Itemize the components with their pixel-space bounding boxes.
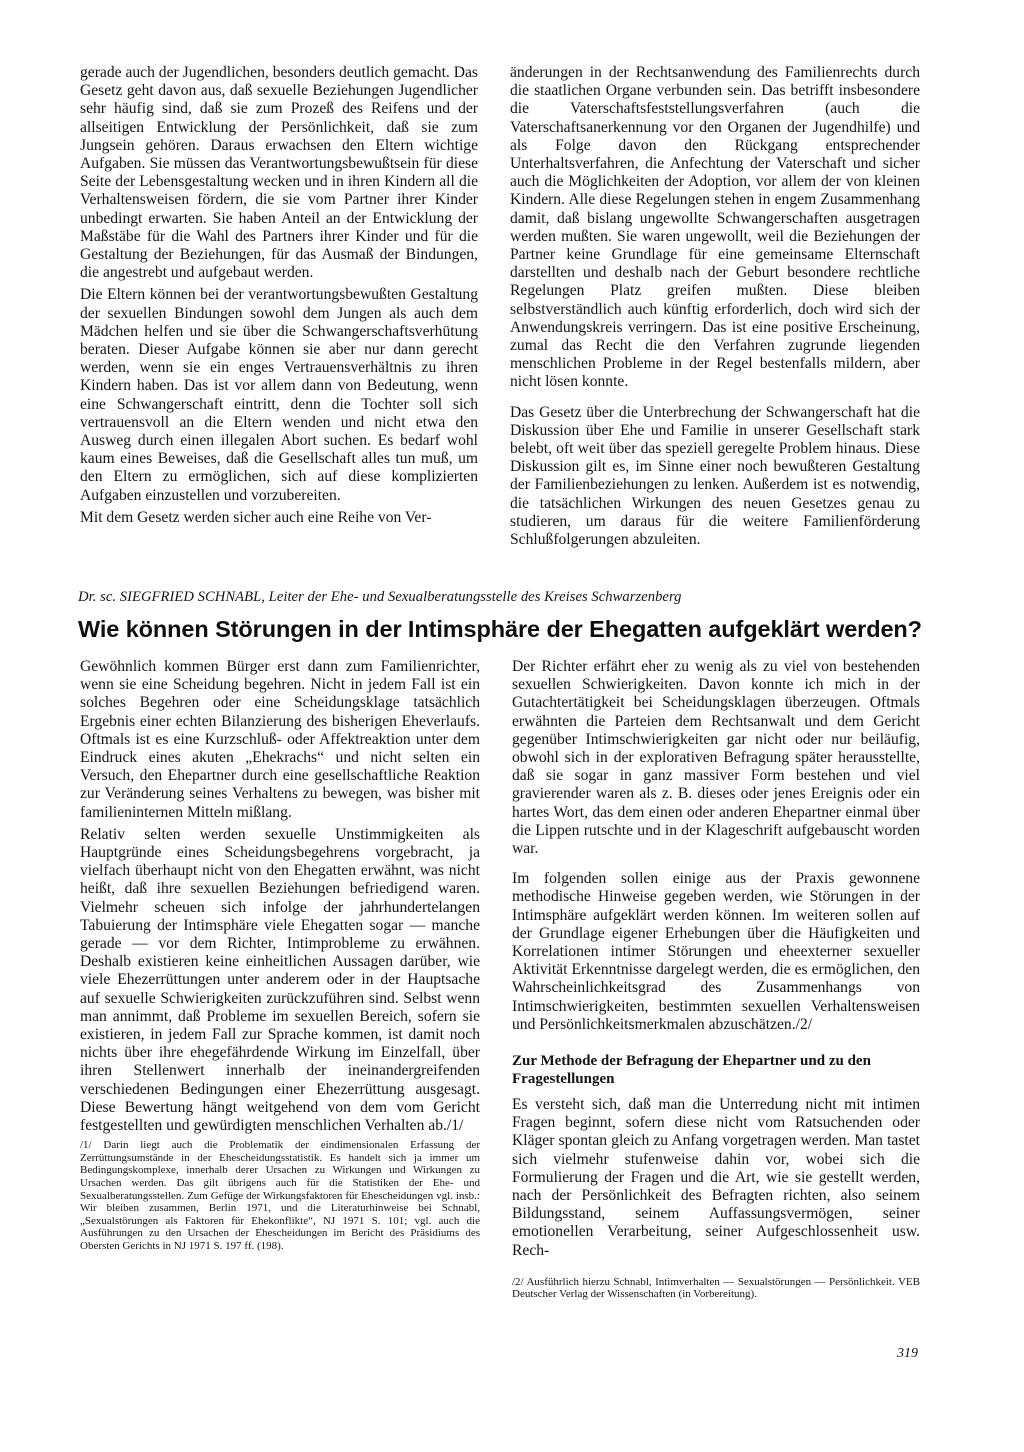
paragraph: gerade auch der Jugendlichen, besonders deutlich gemacht. Das Gesetz geht davon aus, daß sexuelle Beziehungen Jugendlicher sehr häufig sind, daß sie zum Prozeß des Reifens und der allseitigen Entwicklung der Persönlichkeit, daß sie zum Jungsein gehören. Daraus erwachsen den Eltern wichtige Aufgaben. Sie müssen das Verantwortungsbewußtsein für diese Seite der Lebensgestaltung wecken und in ihren Kindern all die Verhaltensweisen fördern, die sie vom Partner ihrer Kinder unbedingt erwarten. Sie haben Anteil an der Entwicklung der Maßstäbe für die Wahl des Partners ihrer Kinder und für die Gestaltung der Beziehungen, für das Ausmaß der Bindungen, die angestrebt und aufgebaut werden.: [80, 64, 478, 282]
upper-left-column: [80, 64, 478, 531]
paragraph: Es versteht sich, daß man die Unterredung nicht mit intimen Fragen beginnt, sofern diese nicht vom Ratsuchenden oder Kläger spontan gleich zu Anfang vorgetragen werden. Man tastet sich vielmehr stufenweise dahin vor, wobei sich die Formulierung der Fragen und die Art, wie sie gestellt werden, nach der Persönlichkeit des Befragten richten, also seinem Bildungsstand, seinem Auffassungsvermögen, seiner emotionellen Verarbeitung, seiner Aufgeschlossenheit usw. Rech-: [512, 1096, 920, 1259]
paragraph: Der Richter erfährt eher zu wenig als zu viel von bestehenden sexuellen Schwierigkeiten. Davon konnte ich mich in der Gutachtertätigkeit bei Scheidungsklagen überzeugen. Oftmals erwähnten die Parteien dem Rechtsanwalt und dem Gericht gegenüber Intimschwierigkeiten gar nicht oder nur beiläufig, obwohl sich in der explorativen Befragung später herausstellte, daß sie sogar in ganz massiver Form bestehen und viel gravierender waren als z. B. dieses oder jenes Ereignis oder ein hartes Wort, das dem einen oder anderen Ehepartner einmal über die Lippen rutschte und in der Klageschrift aufgebauscht worden war.: [512, 658, 920, 858]
article-left-column: [80, 658, 480, 1257]
footnote-2: /2/ Ausführlich hierzu Schnabl, Intimverhalten — Sexualstörungen — Persönlichkeit. VEB Deutscher Verlag der Wissenschaften (in Vorbereitung).: [512, 1275, 920, 1301]
paragraph: Das Gesetz über die Unterbrechung der Schwangerschaft hat die Diskussion über Ehe und Familie in unserer Gesellschaft stark belebt, oft weit über das speziell geregelte Problem hinaus. Diese Diskussion gilt es, im Sinne einer noch bewußteren Gestaltung der Familienbeziehungen zu lenken. Außerdem ist es notwendig, die tatsächlichen Wirkungen des neuen Gesetzes genau zu studieren, um daraus für die weitere Familienförderung Schlußfolgerungen abzuleiten.: [510, 403, 920, 549]
author-byline: Dr. sc. SIEGFRIED SCHNABL, Leiter der Ehe- und Sexualberatungsstelle des Kreises Schwarzenberg: [78, 589, 682, 605]
paragraph: Im folgenden sollen einige aus der Praxis gewonnene methodische Hinweise gegeben werden, wie Störungen in der Intimsphäre aufgeklärt werden können. Im weiteren sollen auf der Grundlage eigener Erhebungen über die Häufigkeiten und Korrelationen intimer Störungen und eheexterner sexueller Aktivität Erkenntnisse dargelegt werden, die es ermöglichen, den Wahrscheinlichkeitsgrad des Zusammenhangs von Intimschwierigkeiten, bestimmten sexuellen Verhaltensweisen und Persönlichkeitsmerkmalen abzuschätzen./2/: [512, 870, 920, 1033]
paragraph: Die Eltern können bei der verantwortungsbewußten Gestaltung der sexuellen Bindungen sowohl dem Jungen als auch dem Mädchen helfen und sie über die Schwangerschaftsverhütung beraten. Dieser Aufgabe können sie aber nur dann gerecht werden, wenn sie ein enges Vertrauensverhältnis zu ihren Kindern haben. Das ist vor allem dann von Bedeutung, wenn eine Schwangerschaft eintritt, denn die Tochter soll sich vertrauensvoll an die Eltern wenden und nicht etwa den Ausweg durch einen illegalen Abort suchen. Es bedarf wohl kaum eines Beweises, daß die Gesellschaft alles tun muß, um den Eltern zu ermöglichen, sich auf diese komplizierten Aufgaben einzustellen und vorzubereiten.: [80, 286, 478, 504]
upper-right-column: [510, 64, 920, 553]
article-headline: Wie können Störungen in der Intimsphäre der Ehegatten aufgeklärt werden?: [78, 616, 922, 642]
paragraph: änderungen in der Rechtsanwendung des Familienrechts durch die staatlichen Organe verbunden sein. Das betrifft insbesondere die Vaterschaftsfeststellungsverfahren (auch die Vaterschaftsanerkennung vor den Organen der Jugendhilfe) und als Folge davon den Rückgang entsprechender Unterhaltsverfahren, die Anfechtung der Vaterschaft und sicher auch die Möglichkeiten der Adoption, vor allem der von kleinen Kindern. Alle diese Regelungen stehen in engem Zusammenhang damit, daß bislang ungewollte Schwangerschaften ausgetragen werden mußten. Sie waren ungewollt, weil die Beziehungen der Partner keine Grundlage für eine gemeinsame Elternschaft darstellten und deshalb nach der Geburt besondere rechtliche Regelungen Platz greifen mußten. Diese bleiben selbstverständlich auch künftig erforderlich, doch wird sich der Anwendungskreis verringern. Das ist eine positive Erscheinung, zumal das Recht die den Verfahren zugrunde liegenden menschlichen Probleme in der Regel bestenfalls mildern, aber nicht lösen konnte.: [510, 64, 920, 391]
footnote-1: /1/ Darin liegt auch die Problematik der eindimensionalen Erfassung der Zerrüttungsumstände in der Ehescheidungsstatistik. Es handelt sich ja immer um Bedingungskomplexe, innerhalb derer Ursachen zu Wirkungen und Wirkungen zu Ursachen werden. Das gilt übrigens auch für die Statistiken der Ehe- und Sexualberatungsstellen. Zum Gefüge der Wirkungsfaktoren für Ehescheidungen vgl. insb.: Wir bleiben zusammen, Berlin 1971, und die Literaturhinweise bei Schnabl, „Sexualstörungen als Faktoren für Ehekonflikte“, NJ 1971 S. 101; vgl. auch die Ausführungen zu den Ursachen der Ehescheidungen im Bericht des Präsidiums des Obersten Gerichts in NJ 1971 S. 197 ff. (198).: [80, 1139, 480, 1253]
article-right-column: [512, 658, 920, 1305]
paragraph: Relativ selten werden sexuelle Unstimmigkeiten als Hauptgründe eines Scheidungsbegehrens vorgebracht, ja vielfach überhaupt nicht von den Ehegatten erwähnt, was nicht heißt, daß ihre sexuellen Beziehungen befriedigend waren. Vielmehr scheuen sich infolge der jahrhundertelangen Tabuierung der Intimsphäre viele Ehegatten sogar — manche gerade — vor dem Richter, Intimprobleme zu erwähnen. Deshalb existieren keine einheitlichen Aussagen darüber, wie viele Ehezerrüttungen unter anderem oder in der Hauptsache auf sexuelle Schwierigkeiten zurückzuführen sind. Selbst wenn man annimmt, daß Probleme im sexuellen Bereich, sofern sie existieren, in jedem Fall zur Sprache kommen, ist damit noch nichts über ihre ehegefährdende Wirkung im Einzelfall, über ihren Stellenwert innerhalb der ineinandergreifenden verschiedenen Bedingungen einer Ehezerrüttung ausgesagt. Diese Bewertung hängt weitgehend von dem vom Gericht festgestellten und gewürdigten menschlichen Verhalten ab./1/: [80, 825, 480, 1135]
paragraph: Mit dem Gesetz werden sicher auch eine Reihe von Ver-: [80, 508, 432, 526]
paragraph: Gewöhnlich kommen Bürger erst dann zum Familienrichter, wenn sie eine Scheidung begehren. Nicht in jedem Fall ist ein solches Begehren oder eine Scheidungsklage tatsächlich Ergebnis einer echten Bilanzierung des bisherigen Eheverlaufs. Oftmals ist es eine Kurzschluß- oder Affektreaktion unter dem Eindruck eines akuten „Ehekrachs“ und nicht selten ein Versuch, den Ehepartner durch eine gesellschaftliche Reaktion zur Veränderung seines Verhaltens zu bewegen, was bisher mit familieninternen Mitteln mißlang.: [80, 658, 480, 821]
section-subheading: Zur Methode der Befragung der Ehepartner und zu den Fragestellungen: [512, 1053, 871, 1088]
page-number: 319: [897, 1346, 918, 1361]
